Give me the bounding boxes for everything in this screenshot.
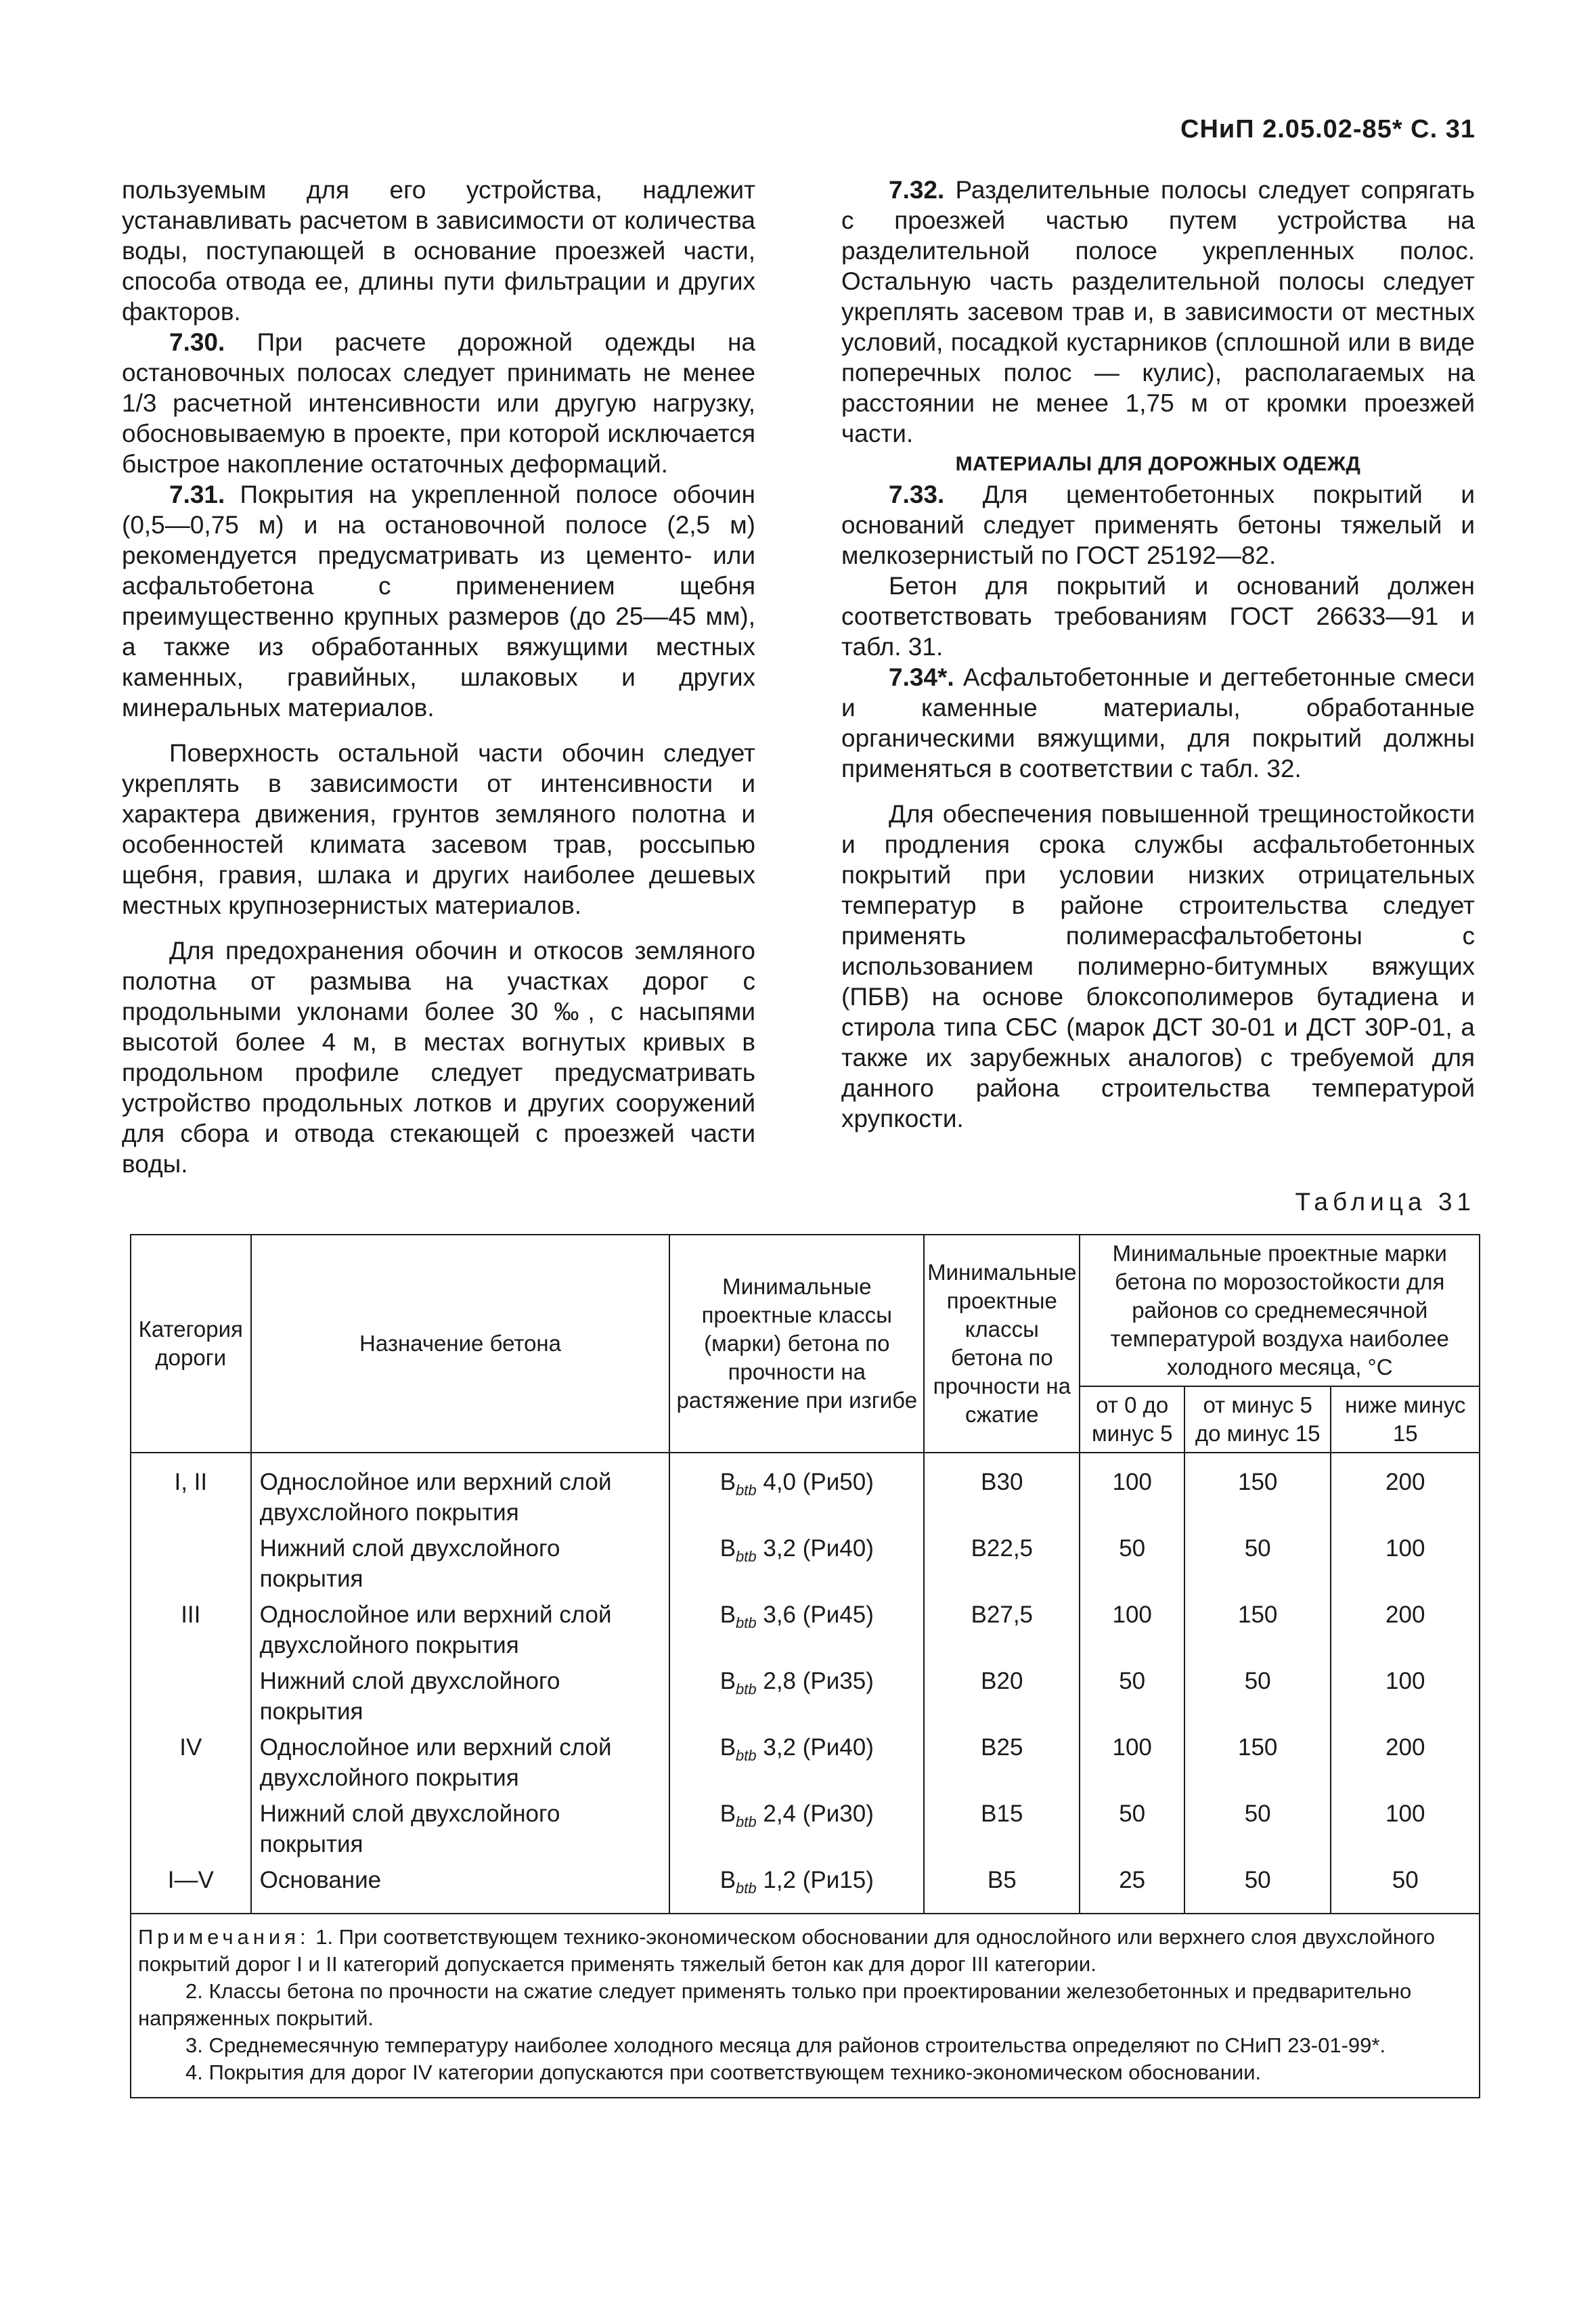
clause-number: 7.33. <box>889 481 945 508</box>
cell-frost-3: 200 <box>1331 1729 1480 1796</box>
table-row <box>131 1663 1480 1729</box>
note-1-text: 1. При соответствующем технико-экономическом обосновании для однослойного или верхнего слоя двухслойного покрытий дорог I и II категорий допускается применять тяжелый бетон как для дорог III категории. <box>138 1925 1435 1976</box>
notes-label: Примечания: <box>138 1925 310 1949</box>
note-4: 4. Покрытия для дорог IV категории допускаются при соответствующем технико-экономическом обосновании. <box>185 2060 1262 2084</box>
header-frost-resistance: Минимальные проектные марки бетона по морозостойкости для районов со среднемесячной температурой воздуха наиболее холодного месяца, °С <box>1080 1235 1480 1386</box>
bending-symbol: B <box>719 1867 736 1893</box>
table-row <box>131 1796 1480 1862</box>
cell-compression: B5 <box>924 1862 1080 1914</box>
page-header: СНиП 2.05.02-85* С. 31 <box>1180 115 1476 144</box>
paragraph-continued: пользуемым для его устройства, надлежит устанавливать расчетом в зависимости от количества воды, поступающей в основание проезжей части, способа отвода ее, длины пути фильтрации и других факторов. <box>122 176 755 326</box>
clause-text: Разделительные полосы следует сопрягать с проезжей частью путем устройства на разделительной полосе укрепленных полос. Остальную часть разделительной полосы следует укреплять засевом трав и, в зависимости от местных условий, посадкой кустарников (сплошной или в виде поперечных полос — кулис), располагаемых на расстоянии не менее 1,75 м от кромки проезжей части. <box>841 176 1475 447</box>
cell-frost-2: 150 <box>1184 1453 1331 1530</box>
paragraph: Для обеспечения повышенной трещиностойкости и продления срока службы асфальтобетонных покрытий при условии низких отрицательных температур в районе строительства следует применять полимерасфальтобетоны с использованием полимерно-битумных вяжущих (ПБВ) на основе блоксополимеров бутадиена и стирола типа СБС (марок ДСТ 30-01 и ДСТ 30Р-01, а также их зарубежных аналогов) с требуемой для данного района строительства температурой хрупкости. <box>841 800 1475 1132</box>
bending-subscript: btb <box>736 1747 757 1764</box>
clause-7-31 <box>122 479 755 723</box>
section-heading: МАТЕРИАЛЫ ДЛЯ ДОРОЖНЫХ ОДЕЖД <box>955 453 1361 475</box>
clause-7-34 <box>841 662 1475 784</box>
cell-frost-3: 50 <box>1331 1862 1480 1914</box>
bending-symbol: B <box>719 1668 736 1694</box>
bending-value: 2,4 (Ри30) <box>756 1801 874 1827</box>
cell-purpose: Однослойное или верхний слой двухслойного покрытия <box>251 1597 670 1663</box>
cell-bending <box>669 1453 924 1530</box>
bending-value: 3,2 (Ри40) <box>756 1734 874 1761</box>
cell-frost-2: 50 <box>1184 1663 1331 1729</box>
cell-purpose: Нижний слой двухслойного покрытия <box>251 1796 670 1862</box>
cell-frost-2: 50 <box>1184 1796 1331 1862</box>
bending-subscript: btb <box>736 1482 757 1499</box>
cell-frost-1: 100 <box>1080 1597 1184 1663</box>
cell-category <box>131 1530 251 1597</box>
cell-frost-2: 150 <box>1184 1597 1331 1663</box>
bending-value: 1,2 (Ри15) <box>756 1867 874 1893</box>
cell-frost-1: 25 <box>1080 1862 1184 1914</box>
bending-symbol: B <box>719 1535 736 1562</box>
cell-frost-1: 50 <box>1080 1530 1184 1597</box>
cell-frost-1: 100 <box>1080 1453 1184 1530</box>
cell-category: III <box>131 1597 251 1663</box>
cell-frost-3: 100 <box>1331 1530 1480 1597</box>
cell-compression: B25 <box>924 1729 1080 1796</box>
header-frost-sub-1: от 0 до минус 5 <box>1080 1386 1184 1453</box>
cell-compression: B22,5 <box>924 1530 1080 1597</box>
paragraph: Поверхность остальной части обочин следует укреплять в зависимости от интенсивности и характера движения, грунтов земляного полотна и особенностей климата засевом трав, россыпью щебня, гравия, шлака и других наиболее дешевых местных крупнозернистых материалов. <box>122 739 755 919</box>
cell-category: IV <box>131 1729 251 1796</box>
cell-purpose: Однослойное или верхний слой двухслойного покрытия <box>251 1453 670 1530</box>
bending-subscript: btb <box>736 1548 757 1565</box>
left-column <box>122 175 755 1179</box>
bending-value: 3,6 (Ри45) <box>756 1602 874 1628</box>
cell-frost-2: 50 <box>1184 1530 1331 1597</box>
right-column <box>841 175 1475 1134</box>
cell-bending <box>669 1862 924 1914</box>
bending-symbol: B <box>719 1469 736 1495</box>
bending-symbol: B <box>719 1801 736 1827</box>
table-notes <box>131 1914 1480 2098</box>
cell-compression: B20 <box>924 1663 1080 1729</box>
clause-7-33 <box>841 479 1475 571</box>
table-caption: Таблица 31 <box>1295 1188 1476 1216</box>
bending-value: 3,2 (Ри40) <box>756 1535 874 1562</box>
cell-frost-3: 100 <box>1331 1663 1480 1729</box>
header-compression-strength: Минимальные проектные классы бетона по прочности на сжатие <box>924 1235 1080 1453</box>
table-row <box>131 1729 1480 1796</box>
bending-symbol: B <box>719 1734 736 1761</box>
cell-purpose: Однослойное или верхний слой двухслойного покрытия <box>251 1729 670 1796</box>
cell-category <box>131 1796 251 1862</box>
clause-number: 7.31. <box>169 481 225 508</box>
header-category: Категория дороги <box>131 1235 251 1453</box>
cell-category: I—V <box>131 1862 251 1914</box>
table-row <box>131 1862 1480 1914</box>
bending-value: 4,0 (Ри50) <box>756 1469 874 1495</box>
note-3: 3. Среднемесячную температуру наиболее холодного месяца для районов строительства определяют по СНиП 23-01-99*. <box>185 2033 1386 2057</box>
cell-bending <box>669 1597 924 1663</box>
clause-number: 7.34*. <box>889 663 954 691</box>
note-1 <box>138 1924 1472 1978</box>
cell-frost-2: 150 <box>1184 1729 1331 1796</box>
cell-bending <box>669 1729 924 1796</box>
cell-frost-2: 50 <box>1184 1862 1331 1914</box>
bending-subscript: btb <box>736 1614 757 1631</box>
cell-bending <box>669 1530 924 1597</box>
note-2: 2. Классы бетона по прочности на сжатие следует применять только при проектировании железобетонных и предварительно напряженных покрытий. <box>138 1979 1412 2030</box>
cell-compression: B15 <box>924 1796 1080 1862</box>
header-purpose: Назначение бетона <box>251 1235 670 1453</box>
header-frost-sub-2: от минус 5 до минус 15 <box>1184 1386 1331 1453</box>
cell-compression: B27,5 <box>924 1597 1080 1663</box>
bending-value: 2,8 (Ри35) <box>756 1668 874 1694</box>
bending-symbol: B <box>719 1602 736 1628</box>
clause-text: При расчете дорожной одежды на остановочных полосах следует принимать не менее 1/3 расчетной интенсивности или другую нагрузку, обосновываемую в проекте, при которой исключается быстрое накопление остаточных деформаций. <box>122 328 755 478</box>
cell-bending <box>669 1663 924 1729</box>
clause-7-30 <box>122 327 755 479</box>
cell-frost-3: 100 <box>1331 1796 1480 1862</box>
cell-compression: B30 <box>924 1453 1080 1530</box>
table-row <box>131 1530 1480 1597</box>
cell-purpose: Нижний слой двухслойного покрытия <box>251 1663 670 1729</box>
table-row <box>131 1453 1480 1530</box>
table-row <box>131 1597 1480 1663</box>
clause-number: 7.30. <box>169 328 225 356</box>
cell-purpose: Основание <box>251 1862 670 1914</box>
bending-subscript: btb <box>736 1813 757 1830</box>
clause-text: Для цементобетонных покрытий и оснований следует применять бетоны тяжелый и мелкозернистый по ГОСТ 25192—82. <box>841 481 1475 569</box>
cell-frost-1: 100 <box>1080 1729 1184 1796</box>
cell-frost-3: 200 <box>1331 1453 1480 1530</box>
clause-number: 7.32. <box>889 176 945 204</box>
bending-subscript: btb <box>736 1880 757 1897</box>
cell-frost-3: 200 <box>1331 1597 1480 1663</box>
cell-frost-1: 50 <box>1080 1796 1184 1862</box>
header-frost-sub-3: ниже минус 15 <box>1331 1386 1480 1453</box>
cell-frost-1: 50 <box>1080 1663 1184 1729</box>
cell-category <box>131 1663 251 1729</box>
header-bending-strength: Минимальные проектные классы (марки) бетона по прочности на растяжение при изгибе <box>669 1235 924 1453</box>
cell-purpose: Нижний слой двухслойного покрытия <box>251 1530 670 1597</box>
cell-category: I, II <box>131 1453 251 1530</box>
paragraph: Бетон для покрытий и оснований должен соответствовать требованиям ГОСТ 26633—91 и табл. 31. <box>841 572 1475 661</box>
clause-text: Асфальтобетонные и дегтебетонные смеси и каменные материалы, обработанные органическими вяжущими, для покрытий должны применяться в соответствии с табл. 32. <box>841 663 1475 782</box>
bending-subscript: btb <box>736 1681 757 1698</box>
cell-bending <box>669 1796 924 1862</box>
paragraph: Для предохранения обочин и откосов земляного полотна от размыва на участках дорог с продольными уклонами более 30 ‰, с насыпями высотой более 4 м, в местах вогнутых кривых в продольном профиле следует предусматривать устройство продольных лотков и других сооружений для сбора и отвода стекающей с проезжей части воды. <box>122 937 755 1178</box>
clause-7-32 <box>841 175 1475 449</box>
concrete-classes-table <box>130 1234 1480 2098</box>
clause-text: Покрытия на укрепленной полосе обочин (0,5—0,75 м) и на остановочной полосе (2,5 м) рекомендуется предусматривать из цементо- или асфальтобетона с применением щебня преимущественно крупных размеров (до 25—45 мм), а также из обработанных вяжущими местных каменных, гравийных, шлаковых и других минеральных материалов. <box>122 481 755 722</box>
